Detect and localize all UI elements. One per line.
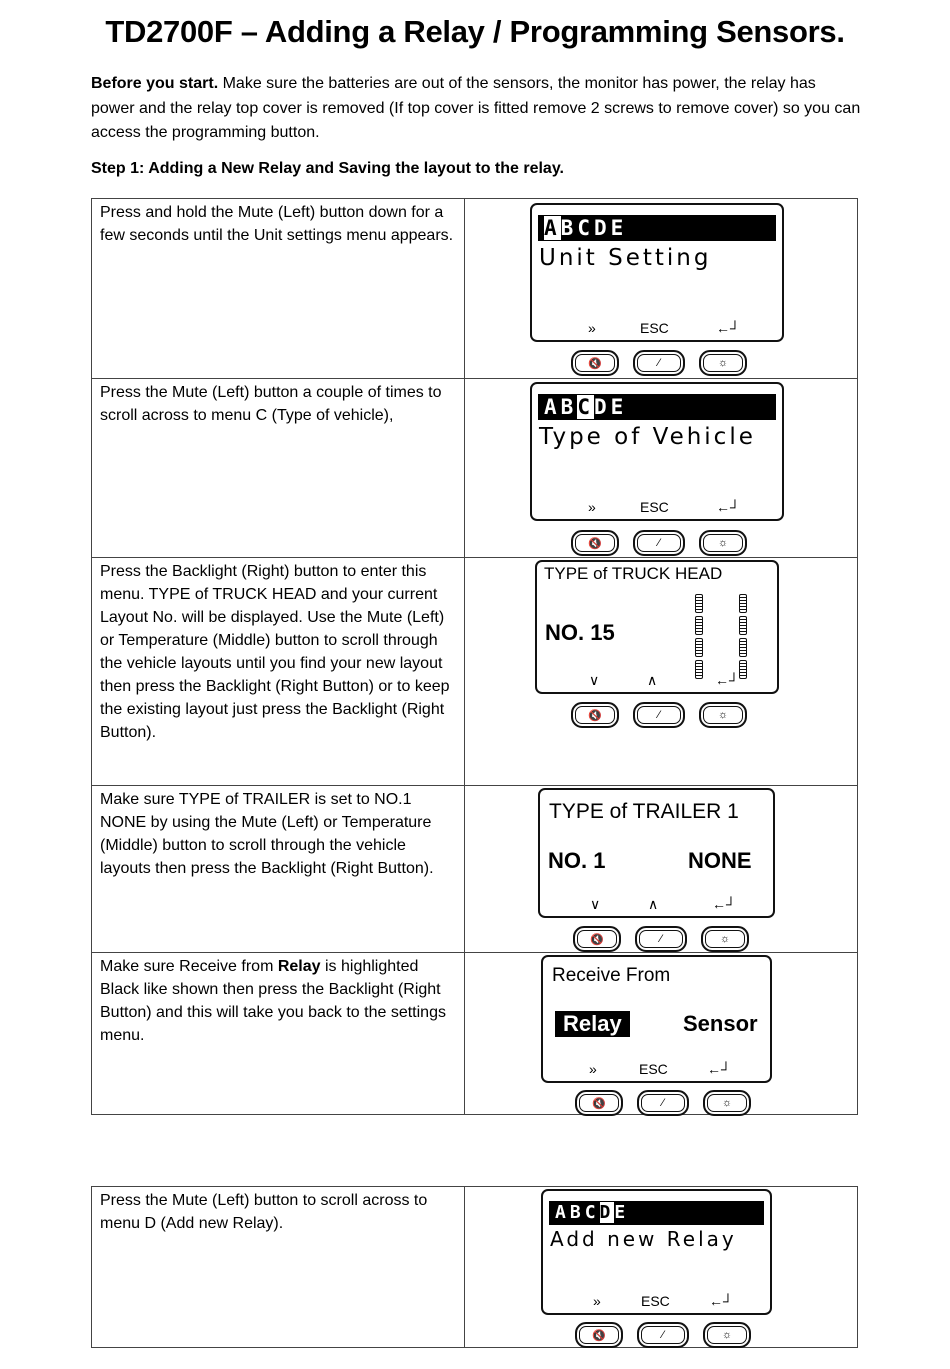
option-relay-selected: Relay [555,1011,630,1037]
page-title: TD2700F – Adding a Relay / Programming Sensors. [105,14,845,49]
table-row [92,786,858,953]
screen-title: Receive From [552,965,671,986]
backlight-button[interactable]: ☼ [699,702,747,728]
next-icon: » [588,499,596,515]
device-illustration [465,379,858,558]
temperature-button[interactable]: ⁄ [633,350,685,376]
next-icon: » [593,1293,601,1309]
backlight-button[interactable]: ☼ [703,1322,751,1348]
mute-button[interactable]: 🔇 [575,1090,623,1116]
table-row [92,1187,858,1348]
temperature-button[interactable]: ⁄ [633,702,685,728]
enter-icon: ←┘ [709,1293,733,1309]
esc-label: ESC [640,320,669,336]
temperature-button[interactable]: ⁄ [635,926,687,952]
mute-button[interactable]: 🔇 [571,702,619,728]
menu-bar: ABCDE [538,215,776,241]
down-icon: ∨ [589,672,600,688]
device-illustration [465,1187,858,1348]
layout-name: NONE [688,848,752,873]
mute-button[interactable]: 🔇 [571,530,619,556]
instruction-text: Press the Mute (Left) button a couple of times to scroll across to menu C (Type of vehicle), [92,379,465,558]
table-row [92,379,858,558]
menu-bar: ABCDE [549,1201,764,1225]
device-illustration [465,558,858,786]
enter-icon: ←┘ [707,1061,731,1077]
step-heading: Step 1: Adding a New Relay and Saving the layout to the relay. [91,160,564,177]
backlight-button[interactable]: ☼ [699,530,747,556]
intro-text: Make sure the batteries are out of the sensors, the monitor has power, the relay has power and the relay top cover is removed (If top cover is fitted remove 2 screws to remove cover) so you can access the programming button. [91,75,861,141]
backlight-button[interactable]: ☼ [703,1090,751,1116]
next-icon: » [588,320,596,336]
temperature-button[interactable]: ⁄ [633,530,685,556]
screen-title: TYPE of TRAILER 1 [549,800,739,823]
instruction-text: Make sure TYPE of TRAILER is set to NO.1 NONE by using the Mute (Left) or Temperature (Middle) button to scroll through the vehicle layouts then press the Backlight (Right Button). [92,786,465,953]
lcd-screen [530,382,784,521]
instruction-table [91,198,858,1115]
screen-label: Type of Vehicle [539,424,756,450]
esc-label: ESC [640,499,669,515]
mute-button[interactable]: 🔇 [575,1322,623,1348]
menu-bar: ABCDE [538,394,776,420]
enter-icon: ←┘ [716,499,740,515]
screen-title: TYPE of TRUCK HEAD [544,564,723,583]
backlight-button[interactable]: ☼ [701,926,749,952]
tyre-layout-icon [695,594,747,679]
next-icon: » [589,1061,597,1077]
backlight-button[interactable]: ☼ [699,350,747,376]
instruction-text: Make sure Receive from Relay is highlighted Black like shown then press the Backlight (Right Button) and this will take you back to the settings menu. [92,953,465,1115]
lcd-screen [535,560,779,694]
up-icon: ∧ [648,896,659,912]
esc-label: ESC [641,1293,670,1309]
screen-label: Add new Relay [550,1227,737,1251]
down-icon: ∨ [590,896,601,912]
temperature-button[interactable]: ⁄ [637,1090,689,1116]
lcd-screen [538,788,775,918]
option-sensor: Sensor [683,1011,758,1036]
device-illustration [465,786,858,953]
device-illustration [465,199,858,379]
instruction-text: Press the Mute (Left) button to scroll across to menu D (Add new Relay). [92,1187,465,1348]
screen-label: Unit Setting [539,245,712,271]
enter-icon: ←┘ [715,672,739,688]
enter-icon: ←┘ [712,896,736,912]
instruction-table-2 [91,1186,858,1348]
mute-button[interactable]: 🔇 [571,350,619,376]
table-row [92,953,858,1115]
instruction-text: Press the Backlight (Right) button to enter this menu. TYPE of TRUCK HEAD and your current Layout No. will be displayed. Use the Mute (Left) or Temperature (Middle) button to scroll through the vehicle layouts until you find your new layout then press the Backlight (Right Button) or to keep the existing layout just press the Backlight (Right Button). [92,558,465,786]
lcd-screen [530,203,784,342]
enter-icon: ←┘ [716,320,740,336]
mute-button[interactable]: 🔇 [573,926,621,952]
instruction-text: Press and hold the Mute (Left) button down for a few seconds until the Unit settings menu appears. [92,199,465,379]
lcd-screen [541,1189,772,1315]
temperature-button[interactable]: ⁄ [637,1322,689,1348]
intro-paragraph [91,72,861,146]
lcd-screen [541,955,772,1083]
table-row [92,199,858,379]
intro-bold: Before you start. [91,75,219,92]
layout-number: NO. 15 [545,620,615,645]
layout-number: NO. 1 [548,848,606,873]
up-icon: ∧ [647,672,658,688]
table-row [92,558,858,786]
esc-label: ESC [639,1061,668,1077]
device-illustration [465,953,858,1115]
